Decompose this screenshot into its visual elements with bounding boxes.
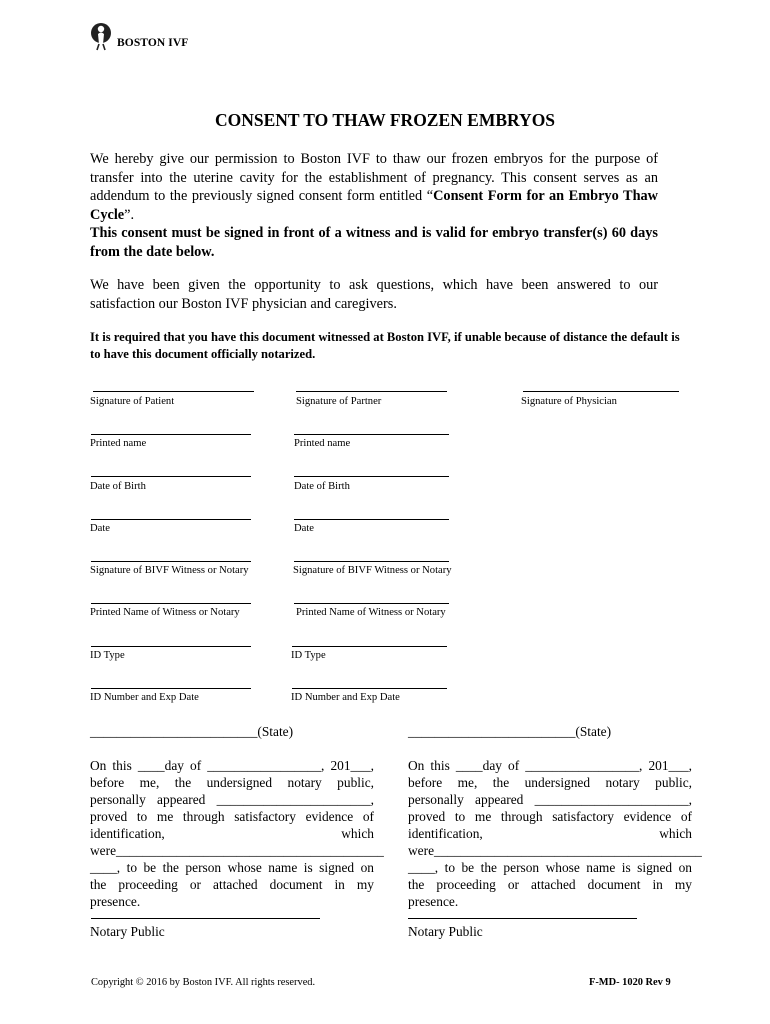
notary-line: proved to me through satisfactory evidence of: [408, 809, 692, 824]
patient-id-number-line[interactable]: [91, 688, 251, 689]
patient-printed-name-label: Printed name: [90, 438, 147, 449]
patient-date-label: Date: [90, 523, 110, 534]
notarization-requirement: It is required that you have this document witnessed at Boston IVF, if unable because of distance the default is to have this document officially notarized.: [90, 330, 680, 361]
notary-line: ____, to be the person whose name is signed on: [90, 860, 374, 875]
patient-signature-label: Signature of Patient: [90, 396, 175, 407]
partner-id-number-line[interactable]: [292, 688, 447, 689]
notary-line: identification, which: [408, 826, 692, 841]
physician-signature-line[interactable]: [523, 391, 679, 392]
form-code: F-MD- 1020 Rev 9: [589, 977, 671, 988]
notary-line: proved to me through satisfactory evidence of: [90, 809, 374, 824]
partner-signature-line[interactable]: [296, 391, 447, 392]
patient-printed-name-line[interactable]: [91, 434, 251, 435]
intro-paragraph: [90, 150, 658, 261]
logo: [90, 20, 188, 52]
notary-block-left: [90, 757, 384, 910]
partner-witness-name-label: Printed Name of Witness or Notary: [296, 607, 446, 618]
patient-id-type-label: ID Type: [90, 650, 125, 661]
notary-line: presence.: [90, 894, 141, 909]
notary-line: personally appeared _______________________,: [90, 792, 374, 807]
notary-public-label-right: Notary Public: [408, 924, 483, 939]
partner-printed-name-label: Printed name: [294, 438, 351, 449]
partner-dob-line[interactable]: [294, 476, 449, 477]
partner-id-number-label: ID Number and Exp Date: [291, 692, 400, 703]
partner-signature-label: Signature of Partner: [296, 396, 382, 407]
notary-line: the proceeding or attached document in my: [408, 877, 692, 892]
logo-text: BOSTON IVF: [117, 37, 189, 49]
notary-line: before me, the undersigned notary public,: [408, 775, 692, 790]
patient-dob-line[interactable]: [91, 476, 251, 477]
notary-line: were________________________________________: [408, 843, 702, 858]
partner-id-type-label: ID Type: [291, 650, 326, 661]
questions-paragraph: We have been given the opportunity to ask questions, which have been answered to our satisfaction our Boston IVF physician and caregivers.: [90, 277, 658, 312]
patient-witness-signature-label: Signature of BIVF Witness or Notary: [90, 565, 249, 576]
patient-witness-name-label: Printed Name of Witness or Notary: [90, 607, 240, 618]
physician-signature-label: Signature of Physician: [521, 396, 617, 407]
validity-notice: This consent must be signed in front of a witness and is valid for embryo transfer(s) 60 days from the date below.: [90, 225, 658, 260]
notary-signature-line-left[interactable]: [91, 918, 320, 919]
notary-line: identification, which: [90, 826, 374, 841]
patient-dob-label: Date of Birth: [90, 481, 146, 492]
notary-public-label-left: Notary Public: [90, 924, 165, 939]
notary-line: On this ____day of _________________, 201___,: [408, 758, 692, 773]
partner-witness-name-line[interactable]: [294, 603, 449, 604]
notary-line: were________________________________________: [90, 843, 384, 858]
patient-id-number-label: ID Number and Exp Date: [90, 692, 199, 703]
boston-ivf-logo-icon: [90, 20, 116, 52]
partner-witness-signature-label: Signature of BIVF Witness or Notary: [293, 565, 452, 576]
notary-signature-line-right[interactable]: [408, 918, 637, 919]
intro-text-end: ”.: [124, 206, 135, 223]
notary-line: personally appeared _______________________,: [408, 792, 692, 807]
partner-dob-label: Date of Birth: [294, 481, 350, 492]
notary-line: On this ____day of _________________, 201___,: [90, 758, 374, 773]
notary-line: before me, the undersigned notary public,: [90, 775, 374, 790]
notary-state-right[interactable]: _________________________(State): [408, 724, 612, 739]
consent-form-name: Consent Form for an Embryo Thaw Cycle: [90, 188, 658, 223]
partner-date-label: Date: [294, 523, 314, 534]
partner-witness-signature-line[interactable]: [294, 561, 449, 562]
patient-id-type-line[interactable]: [91, 646, 251, 647]
patient-witness-name-line[interactable]: [91, 603, 251, 604]
copyright-notice: Copyright © 2016 by Boston IVF. All rights reserved.: [91, 977, 316, 988]
partner-date-line[interactable]: [294, 519, 449, 520]
notary-line: the proceeding or attached document in my: [90, 877, 374, 892]
notary-block-right: [408, 757, 702, 910]
intro-text: We hereby give our permission to Boston IVF to thaw our frozen embryos for the purpose of transfer into the uterine cavity for the establishment of pregnancy. This consent serves as an addendum to the previously signed consent form entitled “: [90, 151, 658, 204]
patient-witness-signature-line[interactable]: [91, 561, 251, 562]
partner-printed-name-line[interactable]: [294, 434, 449, 435]
patient-signature-line[interactable]: [93, 391, 254, 392]
notary-line: presence.: [408, 894, 459, 909]
patient-date-line[interactable]: [91, 519, 251, 520]
notary-line: ____, to be the person whose name is signed on: [408, 860, 692, 875]
partner-id-type-line[interactable]: [292, 646, 447, 647]
page-title: CONSENT TO THAW FROZEN EMBRYOS: [214, 110, 556, 130]
notary-state-left[interactable]: _________________________(State): [90, 724, 294, 739]
